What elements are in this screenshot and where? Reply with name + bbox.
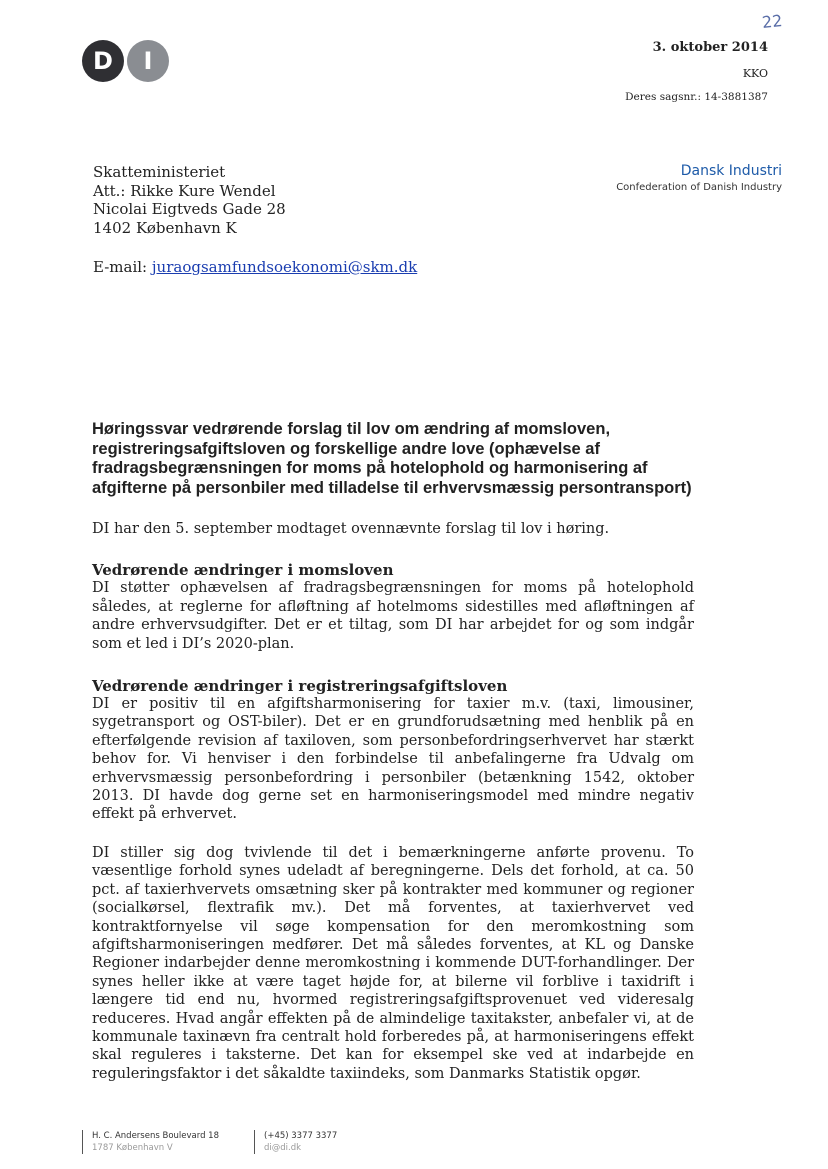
letter-body [92,420,694,1083]
author-initials: KKO [742,67,768,80]
footer-address [82,1130,219,1154]
section-heading-momsloven: Vedrørende ændringer i momsloven [92,561,394,580]
footer-contact [254,1130,337,1154]
sender-subtitle: Confederation of Danish Industry [616,182,782,193]
letter-title: Høringssvar vedrørende forslag til lov om ændring af momsloven, registreringsafgiftsloven og forskellige andre love (ophævelse af fradragsbegrænsningen for moms på hotelophold og harmonisering af afgifterne på personbiler med tilladelse til erhvervsmæssig persontransport) [92,420,692,497]
sender-name: Dansk Industri [680,163,782,179]
section-paragraph-registreringsafgiftsloven: DI er positiv til en afgiftsharmonisering for taxier m.v. (taxi, limousiner, sygetransport og OST-biler). Det er en grundforudsætning med henblik på en efterfølgende revision af taxiloven, som personbefordringserhvervet har stærkt behov for. Vi henviser i den forbindelse til anbefalingerne fra Udvalg om erhvervsmæssig personbefordring i personbiler (betænkning 1542, oktober 2013. DI havde dog gerne set en harmoniseringsmodel med mindre negativ effekt på erhvervet. [92,696,694,823]
recipient-email-link[interactable]: juraogsamfundsoekonomi@skm.dk [151,258,418,276]
recipient-address [93,163,286,237]
email-label: E-mail: [93,258,148,276]
section-heading-registreringsafgiftsloven: Vedrørende ændringer i registreringsafgiftsloven [92,677,508,696]
section-paragraph-momsloven: DI støtter ophævelsen af fradragsbegrænsningen for moms på hotelophold således, at reglerne for afløftning af hotelmoms sidestilles med afløftningen af andre erhvervsudgifter. Det er et tiltag, som DI har arbejdet for og som indgår som et led i DI’s 2020-plan. [92,580,694,652]
logo-letter-d: D [82,40,124,82]
letter-date: 3. oktober 2014 [652,40,768,55]
intro-paragraph: DI har den 5. september modtaget ovennævnte forslag til lov i høring. [92,521,610,537]
recipient-line: 1402 København K [93,218,237,237]
footer-phone: (+45) 3377 3377 [264,1131,338,1141]
recipient-line: Att.: Rikke Kure Wendel [93,181,276,200]
di-logo [82,40,172,82]
recipient-line: Skatteministeriet [93,163,226,181]
recipient-line: Nicolai Eigtveds Gade 28 [93,200,286,218]
footer-divider [254,1130,255,1154]
handwritten-page-mark: 22 [761,10,784,33]
footer-address-line: H. C. Andersens Boulevard 18 [92,1131,219,1141]
logo-letter-i: I [127,40,169,82]
footer-divider [82,1130,83,1154]
recipient-email-line [93,258,417,276]
section-paragraph-provenu: DI stiller sig dog tvivlende til det i bemærkningerne anførte provenu. To væsentlige forhold synes udeladt af beregningerne. Dels det forhold, at ca. 50 pct. af taxierhvervets omsætning sker på kontrakter med kommuner og regioner (socialkørsel, flextrafik mv.). Det må forventes, at taxierhvervet ved kontraktfornyelse vil søge kompensation for den meromkostning som afgiftsharmoniseringen medfører. Det må således forventes, at KL og Danske Regioner indarbejder denne meromkostning i kommende DUT-forhandlinger. Der synes heller ikke at være taget højde for, at bilerne vil forblive i taxidrift i længere tid end nu, hvormed registreringsafgiftsprovenuet ved videresalg reduceres. Hvad angår effekten på de almindelige taxitakster, anbefaler vi, at de kommunale taxinævn fra centralt hold forberedes på, at harmoniseringens effekt skal reguleres i taksterne. Det kan for eksempel ske ved at indarbejde en reguleringsfaktor i det såkaldte taxiindeks, som Danmarks Statistik opgør. [92,844,694,1082]
footer-email: di@di.dk [264,1143,302,1153]
sender-brand [616,163,782,193]
case-reference: Deres sagsnr.: 14-3881387 [625,91,768,103]
footer-address-line: 1787 København V [92,1143,173,1153]
